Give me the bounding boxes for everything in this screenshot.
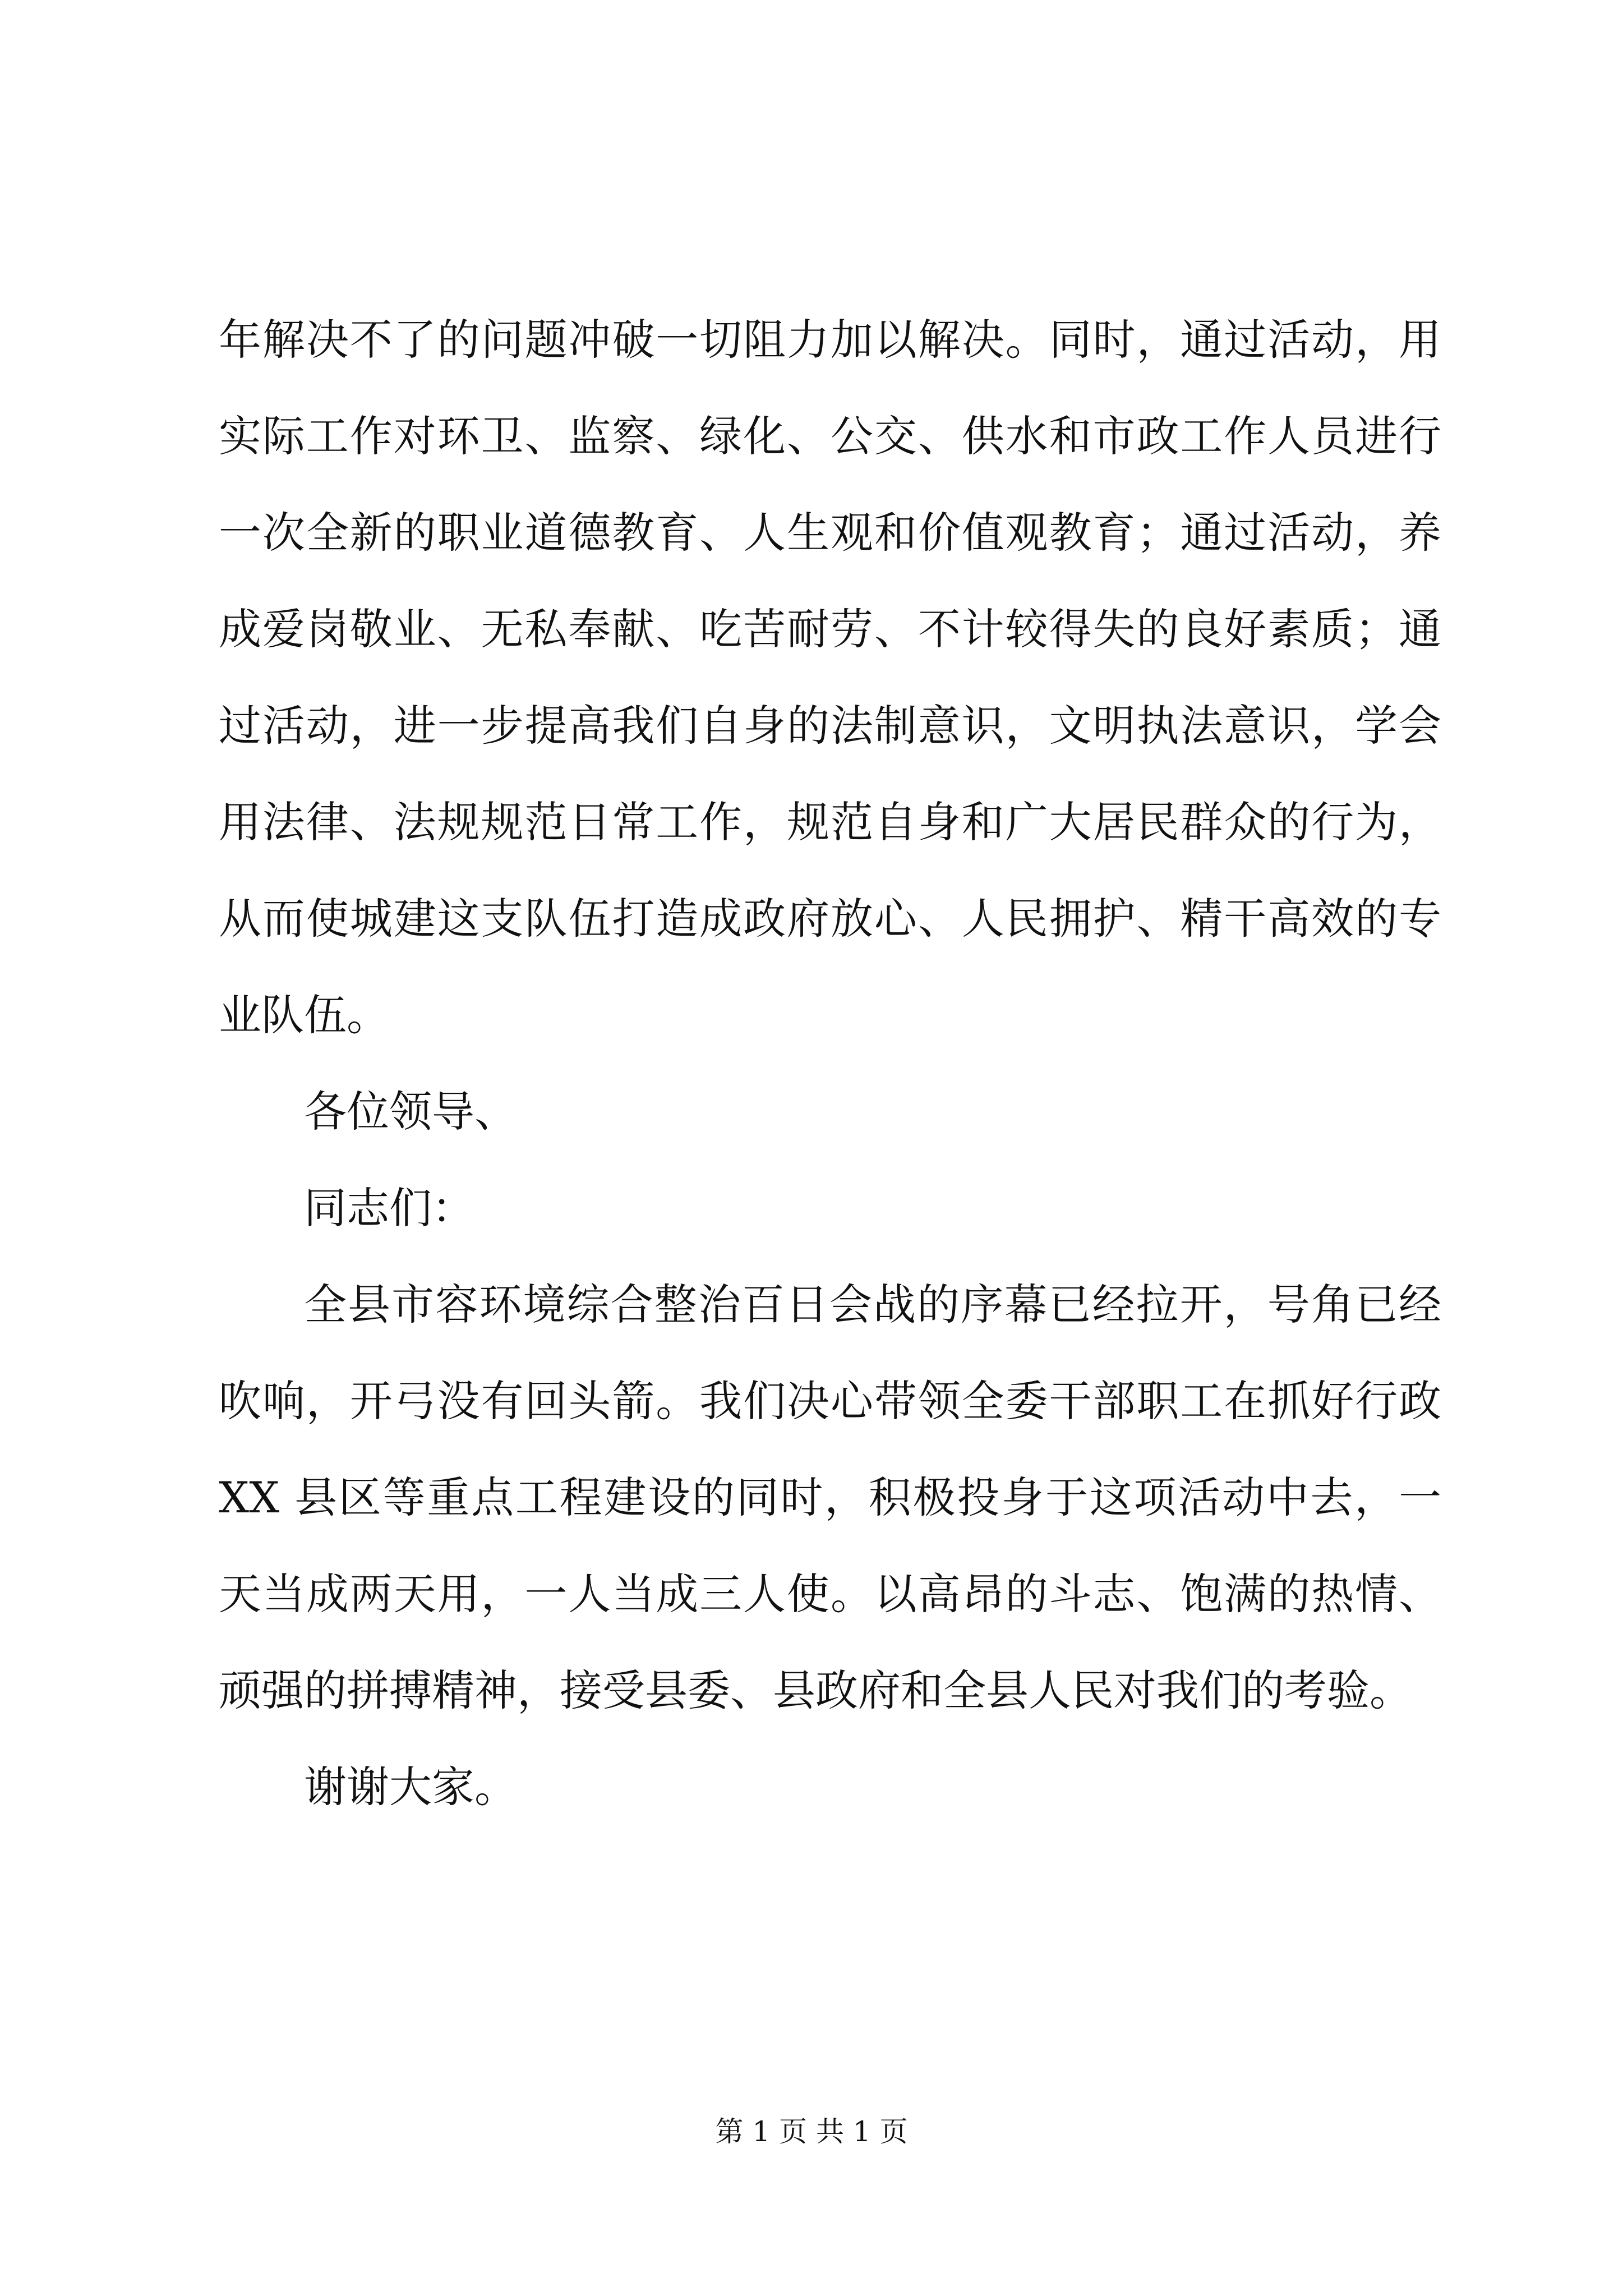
paragraph-commitment bbox=[219, 1257, 1441, 1739]
text-line: 实际工作对环卫、监察、绿化、公交、供水和市政工作人员进行 bbox=[219, 411, 1441, 461]
text-line: 天当成两天用，一人当成三人使。以高昂的斗志、饱满的热情、 bbox=[219, 1569, 1441, 1619]
text-line: 过活动，进一步提高我们自身的法制意识，文明执法意识，学会 bbox=[219, 701, 1441, 751]
text-line: XX 县区等重点工程建设的同时，积极投身于这项活动中去，一 bbox=[219, 1473, 1441, 1522]
text-line: 业队伍。 bbox=[219, 990, 389, 1040]
salutation-comrades bbox=[219, 1160, 1441, 1257]
text-line: 顽强的拼搏精神，接受县委、县政府和全县人民对我们的考验。 bbox=[219, 1665, 1412, 1715]
text-line: 年解决不了的问题冲破一切阻力加以解决。同时，通过活动，用 bbox=[219, 315, 1441, 365]
page-number-footer: 第 1 页 共 1 页 bbox=[715, 2115, 908, 2148]
salutation-leaders bbox=[219, 1064, 1441, 1160]
document-body bbox=[219, 292, 1441, 1835]
text-line: 吹响，开弓没有回头箭。我们决心带领全委干部职工在抓好行政 bbox=[219, 1376, 1441, 1426]
text-line: 一次全新的职业道德教育、人生观和价值观教育；通过活动，养 bbox=[219, 508, 1441, 558]
text-line: 各位领导、 bbox=[304, 1087, 517, 1137]
text-line: 同志们： bbox=[304, 1183, 474, 1233]
closing-thanks bbox=[219, 1739, 1441, 1835]
text-line: 成爱岗敬业、无私奉献、吃苦耐劳、不计较得失的良好素质；通 bbox=[219, 604, 1441, 654]
paragraph-continuation bbox=[219, 292, 1441, 1064]
text-line: 谢谢大家。 bbox=[304, 1762, 517, 1812]
text-line: 全县市容环境综合整治百日会战的序幕已经拉开，号角已经 bbox=[304, 1280, 1441, 1329]
text-line: 用法律、法规规范日常工作，规范自身和广大居民群众的行为， bbox=[219, 797, 1441, 847]
text-line: 从而使城建这支队伍打造成政府放心、人民拥护、精干高效的专 bbox=[219, 894, 1441, 944]
